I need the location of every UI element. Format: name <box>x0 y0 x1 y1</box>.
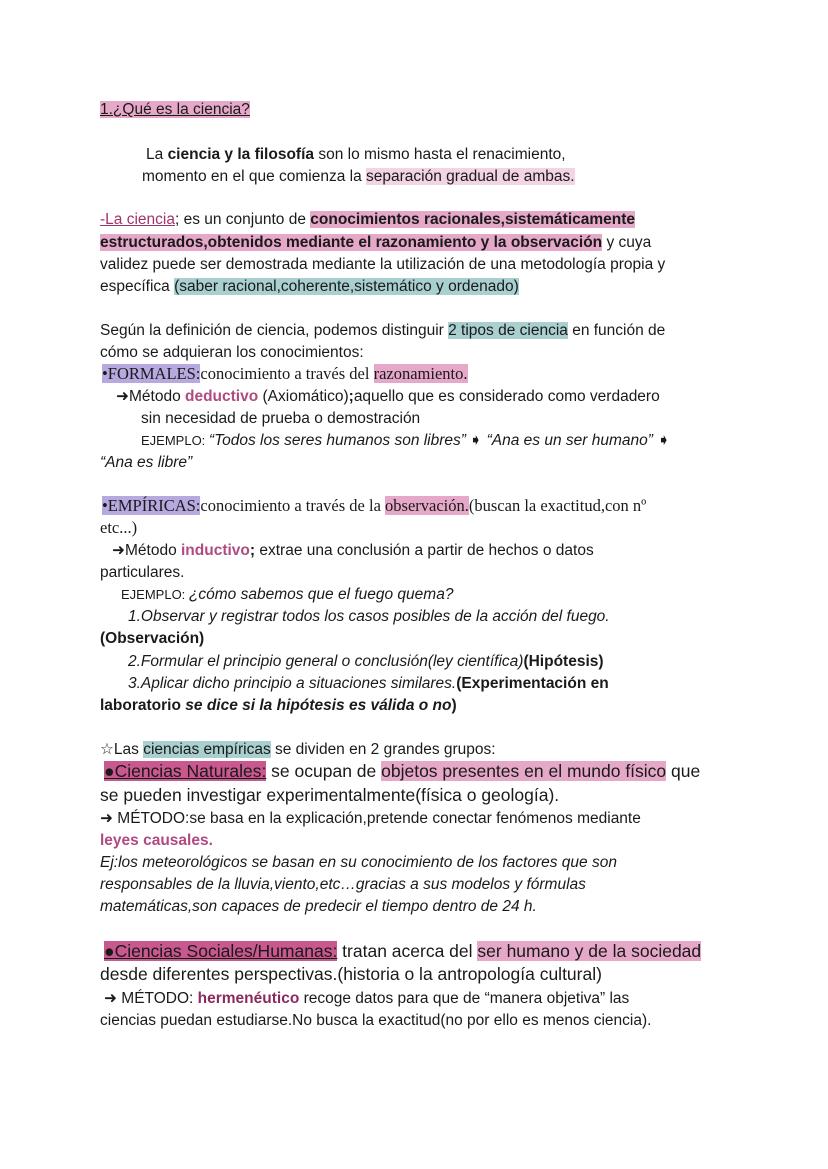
naturales-line-1: ●Ciencias Naturales: se ocupan de objetos presentes en el mundo físico que <box>104 761 701 781</box>
naturales-example-2: responsables de la lluvia,viento,etc…gracias a sus modelos y fórmulas <box>100 876 586 893</box>
formales-line: •FORMALES:conocimiento a través del razonamiento. <box>102 364 468 383</box>
naturales-method: ➜ MÉTODO:se basa en la explicación,pretende conectar fenómenos mediante <box>100 810 641 827</box>
step-3-continued: laboratorio se dice si la hipótesis es válida o no) <box>100 697 457 714</box>
definition-term: -La ciencia <box>100 211 175 228</box>
naturales-example-1: Ej:los meteorológicos se basan en su conocimiento de los factores que son <box>100 854 617 871</box>
formales-example-conclusion: “Ana es libre” <box>100 454 193 471</box>
sociales-line-2: desde diferentes perspectivas.(historia o la antropología cultural) <box>100 964 602 984</box>
empiricas-line-2: etc...) <box>100 518 138 537</box>
definition-line-3: validez puede ser demostrada mediante la utilización de una metodología propia y <box>100 256 666 273</box>
sociales-line-1: ●Ciencias Sociales/Humanas: tratan acerca del ser humano y de la sociedad <box>104 941 702 961</box>
arrow-icon: ➧ <box>657 432 671 449</box>
empiricas-label: •EMPÍRICAS: <box>102 496 201 515</box>
naturales-method-2: leyes causales. <box>100 832 213 849</box>
intro-line-1: La ciencia y la filosofía son lo mismo hasta el renacimiento, <box>146 146 566 163</box>
tipos-line-2: cómo se adquieran los conocimientos: <box>100 344 364 361</box>
formales-method-1: ➜Método deductivo (Axiomático);aquello que es considerado como verdadero <box>116 388 660 405</box>
naturales-label: ●Ciencias Naturales: <box>104 761 267 781</box>
step-3: 3.Aplicar dicho principio a situaciones similares.(Experimentación en <box>128 675 609 692</box>
definition-line-1: -La ciencia; es un conjunto de conocimientos racionales,sistemáticamente <box>100 211 636 228</box>
formales-method-2: sin necesidad de prueba o demostración <box>141 410 421 427</box>
heading-text: 1.¿Qué es la ciencia? <box>100 101 250 118</box>
definition-line-4: específica (saber racional,coherente,sistemático y ordenado) <box>100 278 519 295</box>
step-1: 1.Observar y registrar todos los casos posibles de la acción del fuego. <box>128 608 610 625</box>
empiricas-line: •EMPÍRICAS:conocimiento a través de la observación.(buscan la exactitud,con nº <box>102 496 647 515</box>
formales-example: EJEMPLO: “Todos los seres humanos son libres” ➧ “Ana es un ser humano” ➧ <box>141 432 671 449</box>
tipos-line-1: Según la definición de ciencia, podemos distinguir 2 tipos de ciencia en función de <box>100 322 666 339</box>
empiricas-example: EJEMPLO: ¿cómo sabemos que el fuego quema? <box>121 586 454 603</box>
step-2: 2.Formular el principio general o conclusión(ley científica)(Hipótesis) <box>128 653 604 670</box>
formales-label: •FORMALES: <box>102 364 201 383</box>
empiricas-method-1: ➜Método inductivo; extrae una conclusión a partir de hechos o datos <box>112 542 594 559</box>
naturales-line-2: se pueden investigar experimentalmente(física o geología). <box>100 785 560 805</box>
section-heading <box>100 99 250 120</box>
empiricas-method-2: particulares. <box>100 564 185 581</box>
step-1-label: (Observación) <box>100 630 205 647</box>
naturales-example-3: matemáticas,son capaces de predecir el tiempo dentro de 24 h. <box>100 898 537 915</box>
sociales-method-1: ➜ MÉTODO: hermenéutico recoge datos para que de “manera objetiva” las <box>104 990 630 1007</box>
definition-line-2: estructurados,obtenidos mediante el razonamiento y la observación y cuya <box>100 234 652 251</box>
sociales-label: ●Ciencias Sociales/Humanas: <box>104 941 338 961</box>
intro-line-2: momento en el que comienza la separación gradual de ambas. <box>142 168 575 185</box>
arrow-icon: ➧ <box>469 432 483 449</box>
grupos-line: ☆Las ciencias empíricas se dividen en 2 grandes grupos: <box>100 741 496 758</box>
sociales-method-2: ciencias puedan estudiarse.No busca la exactitud(no por ello es menos ciencia). <box>100 1012 652 1029</box>
